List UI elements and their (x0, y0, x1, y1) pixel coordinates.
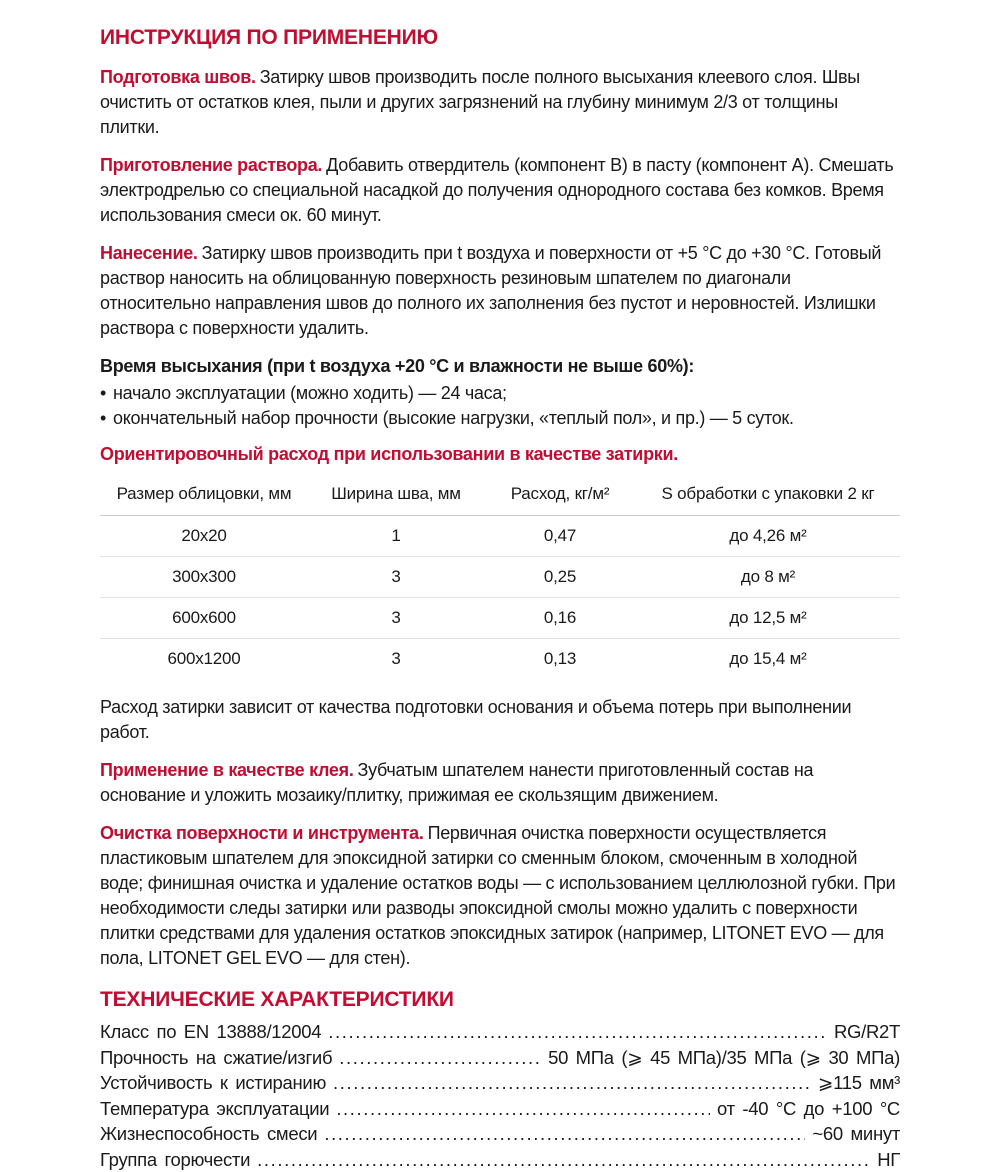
table-row (100, 639, 900, 680)
table-cell: 600x600 (100, 598, 308, 639)
spec-row (100, 1096, 900, 1122)
table-cell: 0,47 (484, 516, 636, 557)
column-header: S обработки с упаковки 2 кг (636, 475, 900, 516)
spec-value: ⩾115 мм³ (818, 1070, 900, 1096)
table-row (100, 557, 900, 598)
spec-value: от -40 °C до +100 °C (717, 1096, 900, 1122)
bullet-item: • начало эксплуатации (можно ходить) — 24 часа; (100, 381, 900, 406)
paragraph-mixing (100, 153, 900, 228)
spec-row (100, 1121, 900, 1147)
bullet-item: • окончательный набор прочности (высокие нагрузки, «теплый пол», и пр.) — 5 суток. (100, 406, 900, 431)
table-cell: 3 (308, 639, 484, 680)
paragraph-adhesive-use (100, 758, 900, 808)
spec-label: Прочность на сжатие/изгиб (100, 1045, 332, 1071)
dot-leader (336, 1096, 710, 1122)
paragraph-text-cleaning: Первичная очистка поверхности осуществляется пластиковым шпателем для эпоксидной затирки со сменным блоком, смоченным в холодной воде; финишная очистка и удаление остатков воды — с использованием целлюлозной губки. При необходимости следы затирки или разводы эпоксидной смолы можно удалить с поверхности плитки средствами для удаления остатков эпоксидных затирок (например, LITONET EVO — для пола, LITONET GEL EVO — для стен). (100, 823, 895, 968)
table-cell: 0,25 (484, 557, 636, 598)
table-row (100, 598, 900, 639)
tech-specs-title: ТЕХНИЧЕСКИЕ ХАРАКТЕРИСТИКИ (100, 988, 900, 1012)
table-cell: до 15,4 м² (636, 639, 900, 680)
spec-row (100, 1070, 900, 1096)
table-cell: 0,16 (484, 598, 636, 639)
column-header: Ширина шва, мм (308, 475, 484, 516)
consumption-note: Расход затирки зависит от качества подготовки основания и объема потерь при выполнении работ. (100, 695, 900, 745)
spec-label: Группа горючести (100, 1147, 250, 1172)
table-cell: до 8 м² (636, 557, 900, 598)
consumption-table (100, 475, 900, 679)
paragraph-lead-adhesive-use: Применение в качестве клея. (100, 760, 354, 780)
column-header: Размер облицовки, мм (100, 475, 308, 516)
spec-value: ~60 минут (812, 1121, 900, 1147)
tech-specs (100, 1019, 900, 1172)
paragraph-text-adhesive-use: Зубчатым шпателем нанести приготовленный состав на основание и уложить мозаику/плитку, прижимая ее скользящим движением. (100, 760, 813, 805)
paragraph-text-mixing: Добавить отвердитель (компонент B) в пасту (компонент A). Смешать электродрелью со специальной насадкой до получения однородного состава без комков. Время использования смеси ок. 60 минут. (100, 155, 893, 225)
spec-row (100, 1045, 900, 1071)
table-cell: до 4,26 м² (636, 516, 900, 557)
spec-label: Жизнеспособность смеси (100, 1121, 317, 1147)
spec-value: RG/R2T (834, 1019, 900, 1045)
dot-leader (324, 1121, 805, 1147)
table-cell: до 12,5 м² (636, 598, 900, 639)
paragraph-lead-cleaning: Очистка поверхности и инструмента. (100, 823, 424, 843)
drying-time-heading: Время высыхания (при t воздуха +20 °C и влажности не выше 60%): (100, 354, 900, 379)
paragraph-text-application: Затирку швов производить при t воздуха и поверхности от +5 °C до +30 °C. Готовый раствор наносить на облицованную поверхность резиновым шпателем по диагонали относительно направления швов до полного их заполнения без пустот и неровностей. Излишки раствора с поверхности удалить. (100, 243, 881, 338)
table-cell: 3 (308, 557, 484, 598)
spec-label: Класс по EN 13888/12004 (100, 1019, 321, 1045)
column-header: Расход, кг/м² (484, 475, 636, 516)
spec-label: Температура эксплуатации (100, 1096, 329, 1122)
table-cell: 600x1200 (100, 639, 308, 680)
spec-row (100, 1147, 900, 1172)
table-cell: 300x300 (100, 557, 308, 598)
dot-leader (339, 1045, 541, 1071)
paragraph-lead-application: Нанесение. (100, 243, 198, 263)
spec-value: НГ (877, 1147, 900, 1172)
table-row (100, 516, 900, 557)
table-cell: 20x20 (100, 516, 308, 557)
dot-leader (257, 1147, 870, 1172)
consumption-table-body (100, 516, 900, 680)
spec-value: 50 МПа (⩾ 45 МПа)/35 МПа (⩾ 30 МПа) (548, 1045, 900, 1071)
consumption-heading: Ориентировочный расход при использовании в качестве затирки. (100, 444, 900, 465)
paragraph-text-joint-prep: Затирку швов производить после полного высыхания клеевого слоя. Швы очистить от остатков клея, пыли и других загрязнений на глубину минимум 2/3 от толщины плитки. (100, 67, 860, 137)
dot-leader (333, 1070, 811, 1096)
paragraph-joint-prep (100, 65, 900, 140)
spec-label: Устойчивость к истиранию (100, 1070, 326, 1096)
spec-row (100, 1019, 900, 1045)
paragraph-lead-mixing: Приготовление раствора. (100, 155, 322, 175)
table-cell: 0,13 (484, 639, 636, 680)
dot-leader (328, 1019, 827, 1045)
table-cell: 1 (308, 516, 484, 557)
table-cell: 3 (308, 598, 484, 639)
drying-bullets (100, 381, 900, 431)
consumption-table-head-row (100, 475, 900, 516)
paragraph-cleaning (100, 821, 900, 971)
paragraph-application (100, 241, 900, 341)
paragraph-lead-joint-prep: Подготовка швов. (100, 67, 256, 87)
page-title: ИНСТРУКЦИЯ ПО ПРИМЕНЕНИЮ (100, 26, 900, 50)
